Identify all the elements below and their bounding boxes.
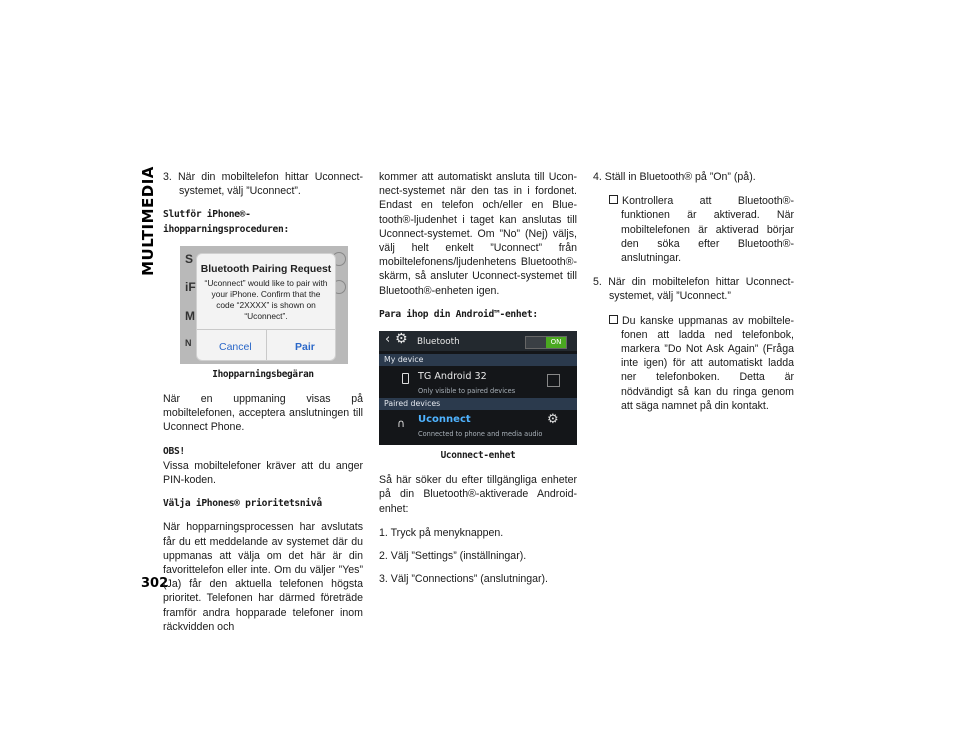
- bullet-phonebook: [593, 314, 794, 413]
- bluetooth-pairing-dialog: [196, 253, 336, 361]
- step-4-android: 4. Ställ in Bluetooth® på ”On” (på).: [593, 171, 756, 183]
- bullet-2-text: Du kanske uppmanas av mobiltelefonen att ladda ned telefonbok, markera ”Do Not Ask Again” (Fråga inte igen) för att automatiskt ladda ner telefonboken. Detta är nödvändigt så kan du ringa genom att säga namnet på din kontakt.: [621, 314, 794, 412]
- checkbox-bullet-icon: [609, 315, 618, 324]
- phone-icon: [402, 373, 409, 384]
- bg-letter: iF: [185, 279, 196, 294]
- device-visibility: Only visible to paired devices: [418, 387, 516, 396]
- settings-gear-icon: ⚙: [547, 412, 559, 428]
- para-priority: När hopparningsprocessen har avslutats får du ett meddelande av systemet där du uppmanas att välja om det här är din favorittelefon eller inte. Om du väljer ”Yes” (Ja) får den aktuella telefonen högsta prioritet. Telefonen har därmed företräde framför andra hopparade telefoner inom räckvidden och: [163, 521, 363, 633]
- pair-button: Pair: [295, 340, 315, 353]
- bg-letter: S: [185, 251, 194, 266]
- column-2: [379, 170, 577, 595]
- dialog-button-divider: [266, 329, 267, 360]
- android-title-bar: [379, 331, 577, 351]
- para-search: Så här söker du efter tillgängliga enheter på din Bluetooth®-aktiverade Android-enhet:: [379, 474, 577, 515]
- bullet-bluetooth-check: [593, 194, 794, 265]
- note-label: OBS!: [163, 445, 185, 457]
- dialog-body: “Uconnect” would like to pair with your iPhone. Confirm that the code “2XXXX” is shown on “Uconnect”.: [204, 277, 328, 321]
- bg-letter: M: [185, 308, 195, 323]
- visibility-checkbox: [547, 374, 560, 387]
- iphone-pairing-image: [180, 246, 348, 364]
- heading-android-pairing: Para ihop din Android™-enhet:: [379, 308, 538, 320]
- device-name: TG Android 32: [418, 371, 487, 383]
- step-5-android: 5. När din mobiltelefon hittar Uconnect-systemet, välj ”Uconnect.”: [593, 276, 794, 303]
- bullet-1-text: Kontrollera att Bluetooth®-funktionen är aktiverad. När mobiltelefonen är aktiverad börjar den söka efter Bluetooth®-anslutningar.: [621, 195, 794, 265]
- android-bluetooth-image: [379, 331, 577, 445]
- section-side-label: [137, 166, 159, 276]
- bg-letter: N: [185, 337, 192, 348]
- para-continuation: kommer att automatiskt ansluta till Uconnect-systemet när den tas in i fordonet. Endast en telefon och/eller en Bluetooth®-ljudenhet i taget kan anslutas till Uconnect-systemet. Om ”No” (Nej) väljs, välj helt enkelt ”Uconnect” från mobiltelefonens/ljudenhetens Bluetooth®-skärm, så ansluter Uconnect-systemet till Bluetooth®-enheten igen.: [379, 171, 577, 297]
- bluetooth-toggle: [525, 336, 567, 349]
- caption-iphone: Ihopparningsbegäran: [212, 368, 314, 380]
- step-1-android: 1. Tryck på menyknappen.: [379, 526, 504, 539]
- paired-device-status: Connected to phone and media audio: [418, 430, 543, 439]
- para-prompt: När en uppmaning visas på mobiltelefonen, acceptera anslutningen till Uconnect Phone.: [163, 393, 363, 434]
- step-3-android: 3. Välj ”Connections” (anslutningar).: [379, 573, 548, 586]
- cancel-button: Cancel: [219, 340, 252, 353]
- checkbox-bullet-icon: [609, 195, 618, 204]
- step-2-android: 2. Välj ”Settings” (inställningar).: [379, 550, 527, 563]
- section-label-text: MULTIMEDIA: [139, 166, 157, 276]
- toggle-on-label: ON: [546, 337, 566, 348]
- caption-android: Uconnect-enhet: [440, 450, 516, 462]
- step-3-iphone: 3. När din mobiltelefon hittar Uconnect-systemet, välj ”Uconnect”.: [163, 171, 363, 198]
- android-title: Bluetooth: [417, 337, 460, 348]
- headphones-icon: ∩: [397, 417, 406, 431]
- gear-icon: ⚙: [395, 331, 408, 348]
- heading-iphone-pairing: Slutför iPhone®-ihopparningsproceduren:: [163, 209, 289, 235]
- column-3: [593, 170, 794, 423]
- dialog-title: Bluetooth Pairing Request: [200, 263, 332, 275]
- back-chevron-icon: ‹: [385, 332, 391, 348]
- section-my-device: My device: [379, 354, 577, 366]
- section-paired-devices: Paired devices: [379, 398, 577, 410]
- page-number: 302: [141, 576, 169, 591]
- note-text: Vissa mobiltelefoner kräver att du anger PIN-koden.: [163, 459, 363, 487]
- column-1: [163, 170, 363, 644]
- heading-priority: Välja iPhones® prioritetsnivå: [163, 498, 322, 510]
- paired-device-name: Uconnect: [418, 414, 471, 426]
